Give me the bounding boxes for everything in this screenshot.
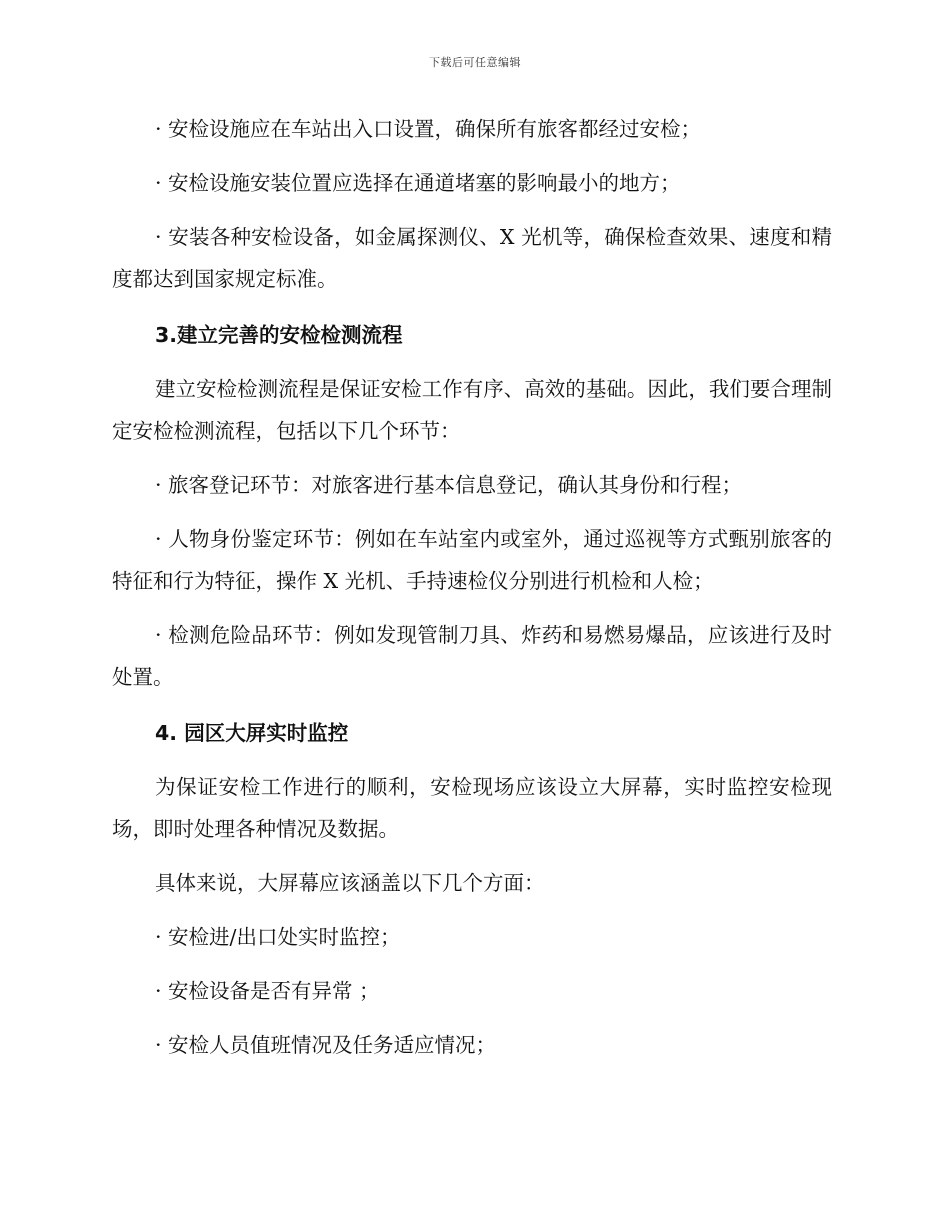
- bullet-install-location: · 安检设施安装位置应选择在通道堵塞的影响最小的地方；: [155, 171, 681, 195]
- section-heading-3: 3.建立完善的安检检测流程: [155, 323, 403, 347]
- bullet-staff-duty: · 安检人员值班情况及任务适应情况；: [155, 1033, 497, 1057]
- bullet-device-anomaly: · 安检设备是否有异常 ；: [155, 979, 380, 1003]
- section-heading-4: 4. 园区大屏实时监控: [155, 721, 349, 745]
- document-body: [112, 108, 832, 1066]
- bullet-passenger-registration: · 旅客登记环节：对旅客进行基本信息登记，确认其身份和行程；: [155, 473, 743, 497]
- bullet-identity-verification: · 人物身份鉴定环节：例如在车站室内或室外，通过巡视等方式甄别旅客的特征和行为特征，操作 X 光机、手持速检仪分别进行机检和人检；: [112, 527, 832, 593]
- bullet-dangerous-goods: · 检测危险品环节：例如发现管制刀具、炸药和易燃易爆品，应该进行及时处置。: [112, 623, 832, 689]
- page-header: 下载后可任意编辑: [429, 56, 521, 69]
- section-4-intro: 为保证安检工作进行的顺利，安检现场应该设立大屏幕，实时监控安检现场，即时处理各种情况及数据。: [112, 775, 832, 841]
- bullet-entrance-setup: · 安检设施应在车站出入口设置，确保所有旅客都经过安检；: [155, 117, 702, 141]
- section-3-intro: 建立安检检测流程是保证安检工作有序、高效的基础。因此，我们要合理制定安检检测流程，包括以下几个环节：: [112, 377, 832, 443]
- bullet-entrance-monitoring: · 安检进/出口处实时监控；: [155, 925, 401, 949]
- section-4-detail: 具体来说，大屏幕应该涵盖以下几个方面：: [155, 871, 545, 895]
- bullet-install-devices: · 安装各种安检设备，如金属探测仪、X 光机等，确保检查效果、速度和精度都达到国家规定标准。: [112, 225, 832, 291]
